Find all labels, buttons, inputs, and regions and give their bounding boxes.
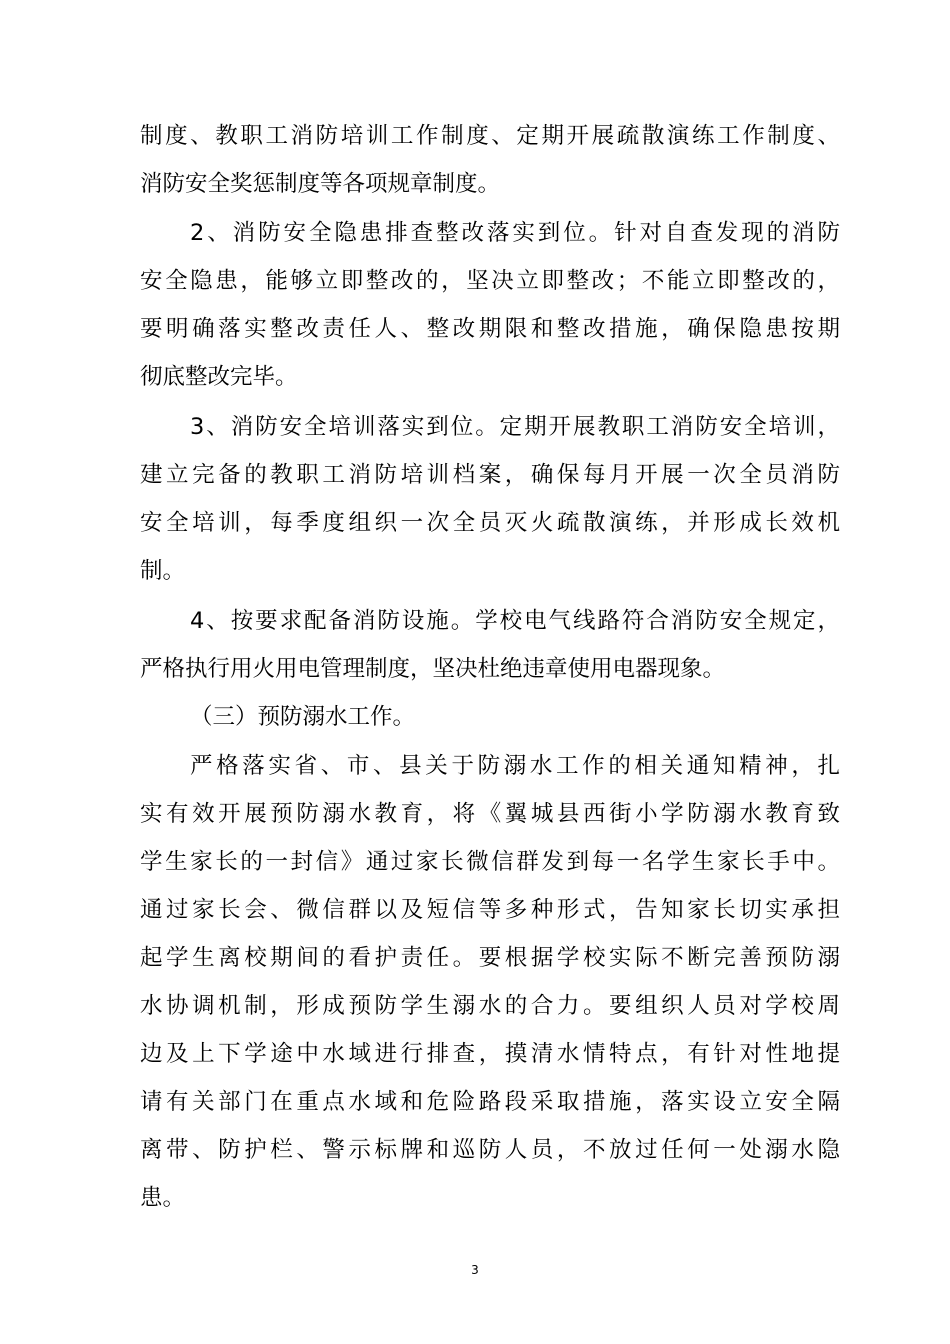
text-line: 水协调机制，形成预防学生溺水的合力。要组织人员对学校周 [140,993,840,1019]
text-line: 安全培训，每季度组织一次全员灭火疏散演练，并形成长效机 [140,510,840,536]
text-line: 学生家长的一封信》通过家长微信群发到每一名学生家长手中。 [140,849,840,875]
text-line: 建立完备的教职工消防培训档案，确保每月开展一次全员消防 [140,462,840,488]
section-heading: （三）预防溺水工作。 [190,704,416,730]
text-line: 安全隐患，能够立即整改的，坚决立即整改；不能立即整改的， [140,268,840,294]
page-number: 3 [471,1263,479,1277]
text-line: 制。 [140,558,186,584]
text-line: 要明确落实整改责任人、整改期限和整改措施，确保隐患按期 [140,316,840,342]
text-line: 通过家长会、微信群以及短信等多种形式，告知家长切实承担 [140,897,840,923]
text-line: 严格落实省、市、县关于防溺水工作的相关通知精神，扎 [190,753,840,779]
text-line: 离带、防护栏、警示标牌和巡防人员，不放过任何一处溺水隐 [140,1137,840,1163]
text-line: 患。 [140,1185,186,1211]
text-line: 4、按要求配备消防设施。学校电气线路符合消防安全规定， [190,608,840,634]
text-line: 请有关部门在重点水域和危险路段采取措施，落实设立安全隔 [140,1089,840,1115]
text-line: 消防安全奖惩制度等各项规章制度。 [140,171,501,197]
text-line: 边及上下学途中水域进行排查，摸清水情特点，有针对性地提 [140,1041,840,1067]
text-line: 3、消防安全培训落实到位。定期开展教职工消防安全培训， [190,414,840,440]
text-line: 起学生离校期间的看护责任。要根据学校实际不断完善预防溺 [140,945,840,971]
text-line: 2、消防安全隐患排查整改落实到位。针对自查发现的消防 [190,220,840,246]
text-line: 彻底整改完毕。 [140,364,298,390]
text-line: 实有效开展预防溺水教育，将《翼城县西街小学防溺水教育致 [140,801,840,827]
text-line: 制度、教职工消防培训工作制度、定期开展疏散演练工作制度、 [140,123,840,149]
text-line: 严格执行用火用电管理制度，坚决杜绝违章使用电器现象。 [140,656,726,682]
